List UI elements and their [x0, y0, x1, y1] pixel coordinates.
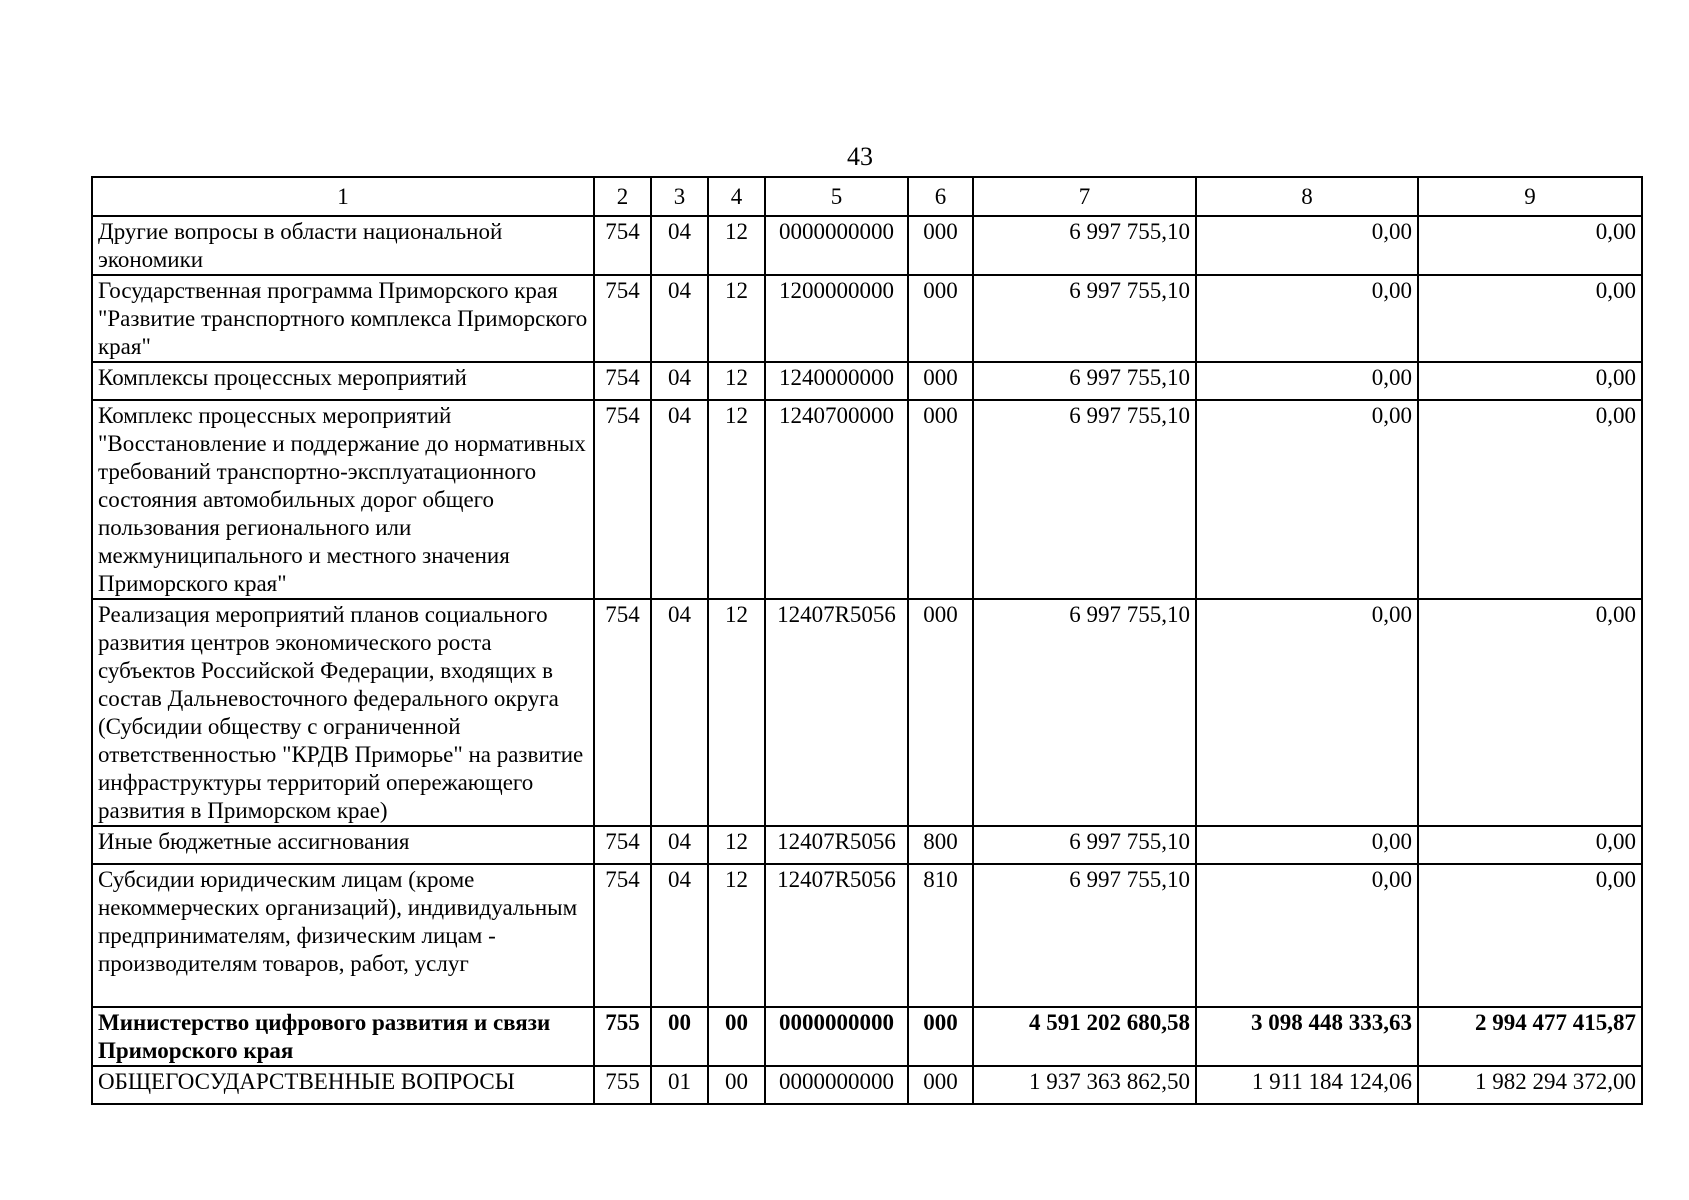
amount-col8-cell: 1 911 184 124,06: [1196, 1066, 1418, 1104]
ministry-code-cell: 755: [594, 1007, 651, 1066]
section-code-cell: 04: [651, 275, 708, 362]
section-code-cell: 04: [651, 400, 708, 599]
target-code-cell: 1240700000: [765, 400, 908, 599]
row-name-cell: Государственная программа Приморского края "Развитие транспортного комплекса Приморского края": [92, 275, 594, 362]
subsection-code-cell: 12: [708, 826, 765, 864]
amount-col7-cell: 6 997 755,10: [973, 400, 1196, 599]
subsection-code-cell: 00: [708, 1007, 765, 1066]
expense-type-cell: 000: [908, 400, 973, 599]
section-code-cell: 04: [651, 864, 708, 1007]
amount-col9-cell: 0,00: [1418, 826, 1642, 864]
amount-col9-cell: 0,00: [1418, 362, 1642, 400]
header-cell: 7: [973, 177, 1196, 216]
header-cell: 6: [908, 177, 973, 216]
expense-type-cell: 000: [908, 362, 973, 400]
target-code-cell: 1240000000: [765, 362, 908, 400]
ministry-code-cell: 754: [594, 826, 651, 864]
amount-col9-cell: 2 994 477 415,87: [1418, 1007, 1642, 1066]
section-code-cell: 04: [651, 362, 708, 400]
subsection-code-cell: 12: [708, 275, 765, 362]
amount-col7-cell: 6 997 755,10: [973, 216, 1196, 275]
expense-type-cell: 800: [908, 826, 973, 864]
header-cell: 3: [651, 177, 708, 216]
target-code-cell: 1200000000: [765, 275, 908, 362]
budget-table: [91, 176, 1643, 1105]
ministry-total-row: [92, 1007, 1642, 1066]
table-row: [92, 599, 1642, 826]
section-code-cell: 04: [651, 826, 708, 864]
ministry-code-cell: 754: [594, 216, 651, 275]
expense-type-cell: 000: [908, 599, 973, 826]
row-name-cell: Министерство цифрового развития и связи Приморского края: [92, 1007, 594, 1066]
amount-col8-cell: 0,00: [1196, 826, 1418, 864]
table-row: [92, 362, 1642, 400]
row-name-cell: Комплекс процессных мероприятий "Восстановление и поддержание до нормативных требований транспортно-эксплуатационного состояния автомобильных дорог общего пользования регионального или межмуниципального и местного значения Приморского края": [92, 400, 594, 599]
header-cell: 5: [765, 177, 908, 216]
target-code-cell: 0000000000: [765, 1066, 908, 1104]
amount-col7-cell: 6 997 755,10: [973, 362, 1196, 400]
amount-col7-cell: 6 997 755,10: [973, 864, 1196, 1007]
table-row: [92, 864, 1642, 1007]
row-name-cell: Иные бюджетные ассигнования: [92, 826, 594, 864]
subsection-code-cell: 12: [708, 216, 765, 275]
header-cell: 1: [92, 177, 594, 216]
ministry-code-cell: 754: [594, 362, 651, 400]
expense-type-cell: 810: [908, 864, 973, 1007]
amount-col7-cell: 1 937 363 862,50: [973, 1066, 1196, 1104]
header-cell: 2: [594, 177, 651, 216]
ministry-code-cell: 755: [594, 1066, 651, 1104]
target-code-cell: 0000000000: [765, 1007, 908, 1066]
section-code-cell: 01: [651, 1066, 708, 1104]
amount-col7-cell: 6 997 755,10: [973, 599, 1196, 826]
expense-type-cell: 000: [908, 275, 973, 362]
amount-col8-cell: 0,00: [1196, 400, 1418, 599]
amount-col8-cell: 0,00: [1196, 216, 1418, 275]
page-number: 43: [847, 142, 873, 171]
table-row: [92, 216, 1642, 275]
header-cell: 9: [1418, 177, 1642, 216]
subsection-code-cell: 12: [708, 400, 765, 599]
amount-col9-cell: 0,00: [1418, 864, 1642, 1007]
amount-col8-cell: 0,00: [1196, 362, 1418, 400]
subsection-code-cell: 12: [708, 362, 765, 400]
table-row: [92, 826, 1642, 864]
subsection-code-cell: 00: [708, 1066, 765, 1104]
amount-col9-cell: 1 982 294 372,00: [1418, 1066, 1642, 1104]
ministry-code-cell: 754: [594, 400, 651, 599]
target-code-cell: 0000000000: [765, 216, 908, 275]
section-code-cell: 00: [651, 1007, 708, 1066]
section-code-cell: 04: [651, 599, 708, 826]
amount-col9-cell: 0,00: [1418, 599, 1642, 826]
amount-col7-cell: 4 591 202 680,58: [973, 1007, 1196, 1066]
expense-type-cell: 000: [908, 1007, 973, 1066]
table-row: [92, 1066, 1642, 1104]
subsection-code-cell: 12: [708, 599, 765, 826]
amount-col8-cell: 0,00: [1196, 599, 1418, 826]
ministry-code-cell: 754: [594, 599, 651, 826]
table-row: [92, 275, 1642, 362]
target-code-cell: 12407R5056: [765, 599, 908, 826]
row-name-cell: ОБЩЕГОСУДАРСТВЕННЫЕ ВОПРОСЫ: [92, 1066, 594, 1104]
expense-type-cell: 000: [908, 216, 973, 275]
header-cell: 4: [708, 177, 765, 216]
amount-col8-cell: 3 098 448 333,63: [1196, 1007, 1418, 1066]
amount-col9-cell: 0,00: [1418, 400, 1642, 599]
ministry-code-cell: 754: [594, 275, 651, 362]
section-code-cell: 04: [651, 216, 708, 275]
row-name-cell: Реализация мероприятий планов социального развития центров экономического роста субъектов Российской Федерации, входящих в состав Дальневосточного федерального округа (Субсидии обществу с ограниченной ответственностью "КРДВ Приморье" на развитие инфраструктуры территорий опережающего развития в Приморском крае): [92, 599, 594, 826]
amount-col8-cell: 0,00: [1196, 275, 1418, 362]
header-row: [92, 177, 1642, 216]
amount-col7-cell: 6 997 755,10: [973, 275, 1196, 362]
target-code-cell: 12407R5056: [765, 864, 908, 1007]
header-cell: 8: [1196, 177, 1418, 216]
row-name-cell: Субсидии юридическим лицам (кроме некоммерческих организаций), индивидуальным предпринимателям, физическим лицам - производителям товаров, работ, услуг: [92, 864, 594, 1007]
subsection-code-cell: 12: [708, 864, 765, 1007]
table-row: [92, 400, 1642, 599]
target-code-cell: 12407R5056: [765, 826, 908, 864]
amount-col8-cell: 0,00: [1196, 864, 1418, 1007]
row-name-cell: Комплексы процессных мероприятий: [92, 362, 594, 400]
row-name-cell: Другие вопросы в области национальной экономики: [92, 216, 594, 275]
expense-type-cell: 000: [908, 1066, 973, 1104]
amount-col7-cell: 6 997 755,10: [973, 826, 1196, 864]
ministry-code-cell: 754: [594, 864, 651, 1007]
amount-col9-cell: 0,00: [1418, 216, 1642, 275]
amount-col9-cell: 0,00: [1418, 275, 1642, 362]
